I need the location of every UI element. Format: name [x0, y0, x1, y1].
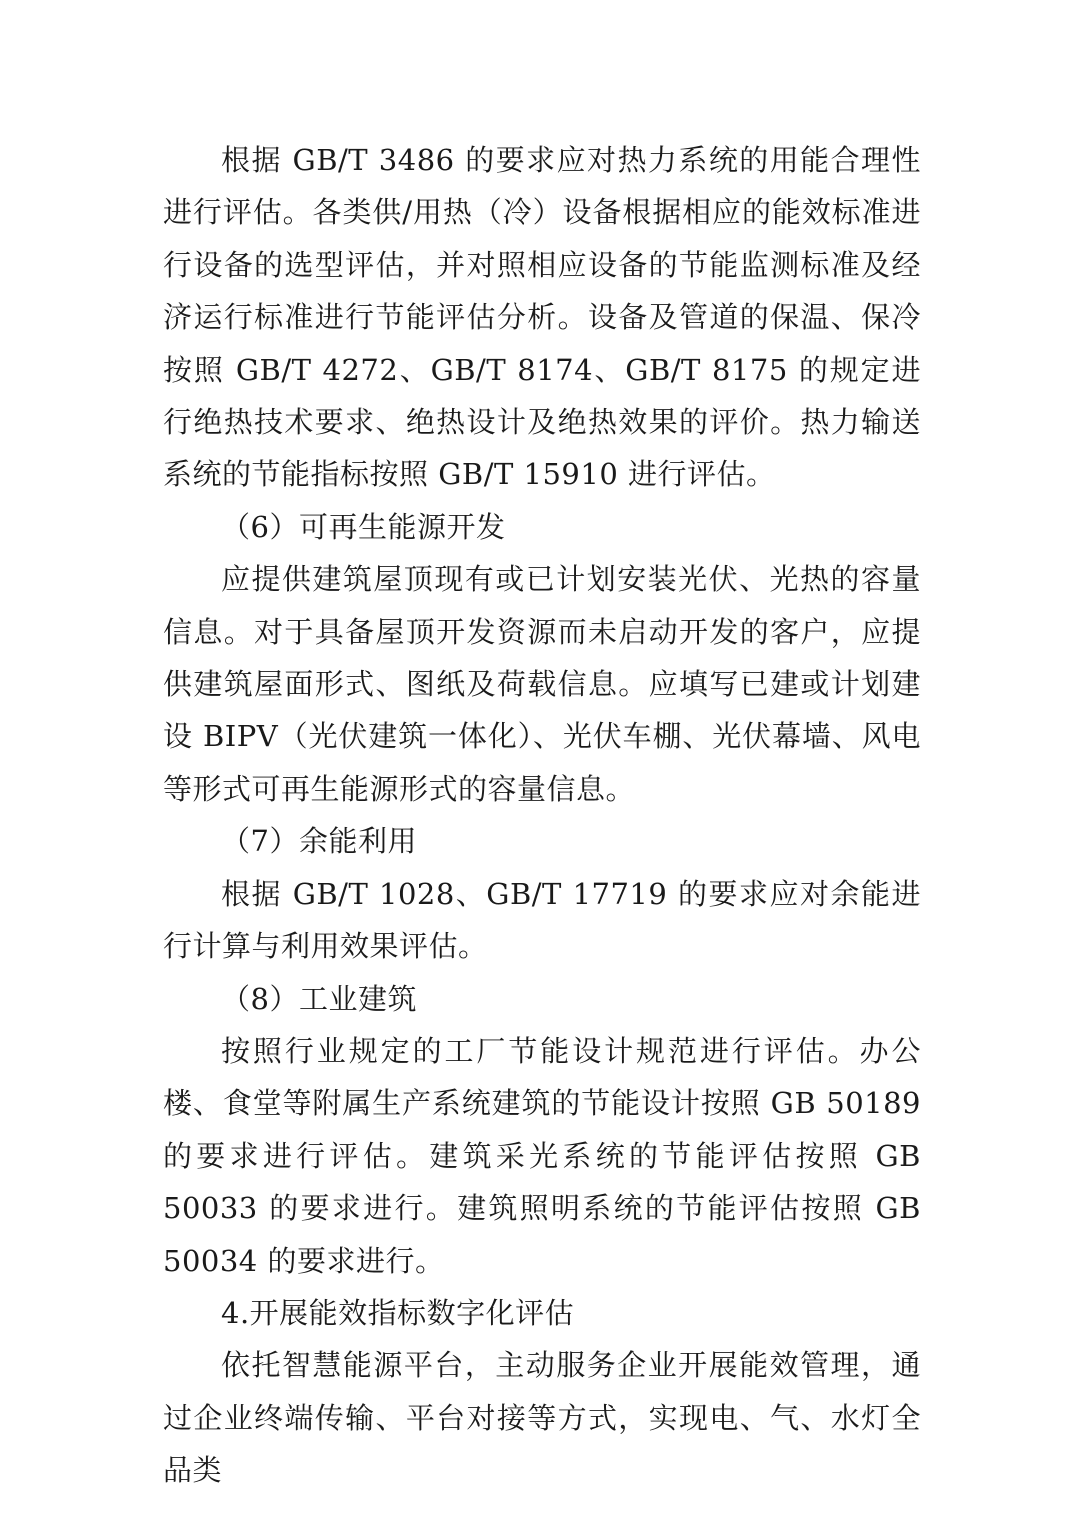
document-body	[163, 134, 921, 1497]
section-8-heading: （8）工业建筑	[221, 981, 417, 1016]
section-6-heading: （6）可再生能源开发	[221, 509, 506, 544]
section-7-heading: （7）余能利用	[221, 824, 417, 859]
thermal-system-paragraph: 根据 GB/T 3486 的要求应对热力系统的用能合理性进行评估。各类供/用热（冷）设备根据相应的能效标准进行设备的选型评估，并对照相应设备的节能监测标准及经济运行标准进行节能评估分析。设备及管道的保温、保冷按照 GB/T 4272、GB/T 8174、GB/T 8175 的规定进行绝热技术要求、绝热设计及绝热效果的评价。热力输送系统的节能指标按照 GB/T 15910 进行评估。	[163, 143, 921, 492]
renewable-energy-paragraph: 应提供建筑屋顶现有或已计划安装光伏、光热的容量信息。对于具备屋顶开发资源而未启动开发的客户，应提供建筑屋面形式、图纸及荷载信息。应填写已建或计划建设 BIPV（光伏建筑一体化）、光伏车棚、光伏幕墙、风电等形式可再生能源形式的容量信息。	[163, 562, 921, 806]
digital-assessment-paragraph: 依托智慧能源平台，主动服务企业开展能效管理，通过企业终端传输、平台对接等方式，实现电、气、水灯全品类	[163, 1348, 921, 1488]
section-4-heading: 4.开展能效指标数字化评估	[221, 1295, 575, 1330]
industrial-building-paragraph: 按照行业规定的工厂节能设计规范进行评估。办公楼、食堂等附属生产系统建筑的节能设计按照 GB 50189 的要求进行评估。建筑采光系统的节能评估按照 GB 50033 的要求进行。建筑照明系统的节能评估按照 GB 50034 的要求进行。	[163, 1033, 921, 1278]
waste-energy-paragraph: 根据 GB/T 1028、GB/T 17719 的要求应对余能进行计算与利用效果评估。	[163, 876, 921, 964]
